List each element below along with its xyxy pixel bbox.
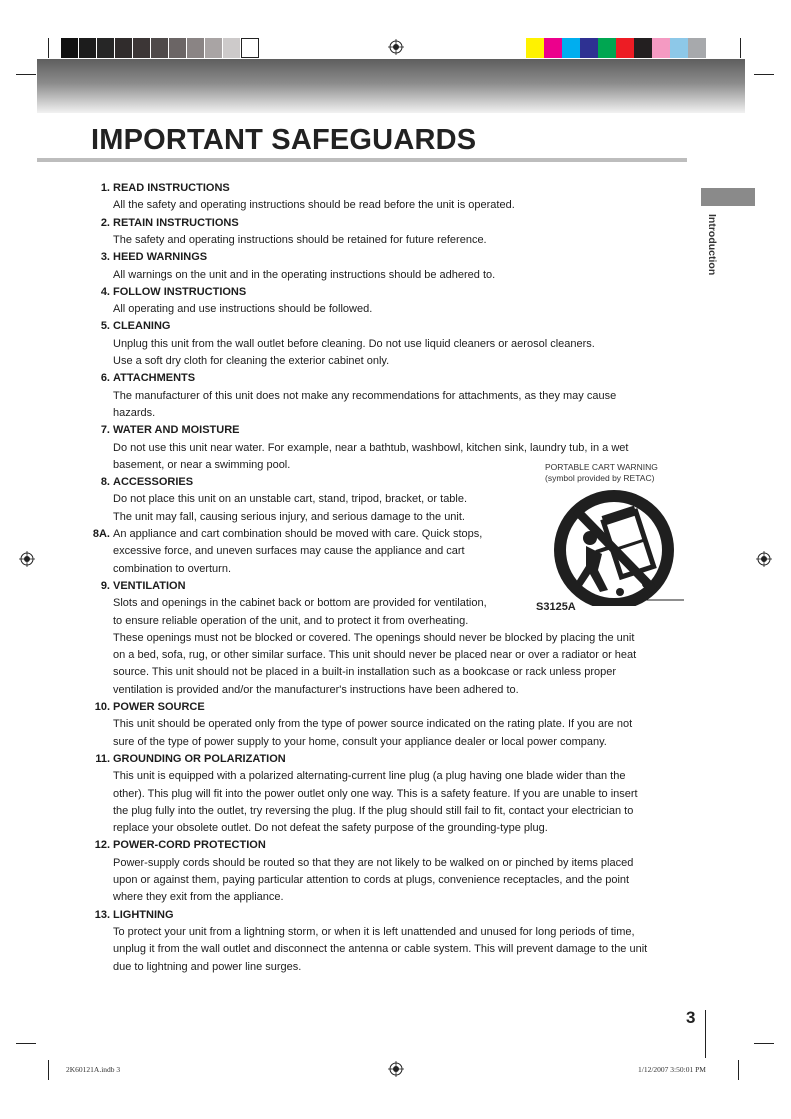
item-text-line: Slots and openings in the cabinet back or bottom are provided for ventilation, <box>113 597 487 610</box>
item-number: 3. <box>100 251 110 264</box>
crop-mark <box>48 38 49 58</box>
color-swatch <box>97 38 115 58</box>
color-swatch <box>652 38 670 58</box>
item-title: VENTILATION <box>113 579 186 592</box>
item-text-line: Unplug this unit from the wall outlet before cleaning. Do not use liquid cleaners or aerosol cleaners. <box>113 337 595 350</box>
crop-mark <box>740 38 741 58</box>
item-text-line: All the safety and operating instructions should be read before the unit is operated. <box>113 199 515 212</box>
color-swatch <box>598 38 616 58</box>
item-title: ATTACHMENTS <box>113 372 196 385</box>
page-number: 3 <box>686 1008 696 1027</box>
section-tab <box>701 188 755 206</box>
section-tab-label: Introduction <box>706 214 718 276</box>
color-swatch <box>616 38 634 58</box>
item-text-line: upon or against them, paying particular attention to cords at plugs, convenience receptacles, and the point <box>113 874 630 886</box>
item-number: 11. <box>95 752 110 765</box>
item-number: 1. <box>100 182 110 194</box>
item-number: 8. <box>100 476 110 489</box>
title-underline <box>37 158 687 162</box>
item-text-line: other). This plug will fit into the power outlet only one way. This is a safety feature. If you are unable to insert <box>113 787 638 800</box>
crop-mark <box>738 1060 739 1080</box>
item-number: 7. <box>100 424 110 437</box>
item-text-line: unplug it from the wall outlet and disconnect the antenna or cable system. This will prevent damage to the unit <box>113 943 648 956</box>
item-number: 10. <box>94 701 110 713</box>
color-swatch <box>151 38 169 58</box>
item-text-line: on a bed, sofa, rug, or other similar surface. This unit should never be placed near or over a radiator or heat <box>113 649 637 662</box>
item-number: 12. <box>94 839 110 852</box>
color-swatch <box>205 38 223 58</box>
item-title: ACCESSORIES <box>113 476 194 489</box>
item-text-line: An appliance and cart combination should be moved with care. Quick stops, <box>113 528 483 540</box>
item-number: 4. <box>100 285 110 298</box>
item-text-line: where they exit from the appliance. <box>113 891 284 904</box>
item-text-line: due to lightning and power line surges. <box>113 960 302 973</box>
item-number: 13. <box>94 908 110 921</box>
color-swatch <box>133 38 151 58</box>
item-number: 8A. <box>92 528 110 540</box>
item-title: RETAIN INSTRUCTIONS <box>113 216 239 229</box>
color-swatch <box>688 38 706 58</box>
item-text-line: Do not use this unit near water. For example, near a bathtub, washbowl, kitchen sink, laundry tub, in a wet <box>113 441 629 454</box>
item-text-line: To protect your unit from a lightning storm, or when it is left unattended and unused for long periods of time, <box>113 925 635 938</box>
item-text-line: replace your obsolete outlet. Do not defeat the safety purpose of the grounding-type plug. <box>113 822 548 835</box>
item-title: POWER SOURCE <box>113 701 205 713</box>
color-swatch <box>223 38 241 58</box>
color-swatch <box>670 38 688 58</box>
process-color-bar <box>526 38 706 58</box>
crop-mark <box>754 74 774 75</box>
item-text-line: hazards. <box>113 406 156 419</box>
item-text-line: These openings must not be blocked or covered. The openings should never be blocked by placing the unit <box>113 631 635 644</box>
item-title: WATER AND MOISTURE <box>113 424 240 437</box>
crop-mark <box>16 1043 36 1044</box>
color-swatch <box>187 38 205 58</box>
color-swatch <box>562 38 580 58</box>
color-swatch <box>61 38 79 58</box>
item-number: 6. <box>100 372 110 385</box>
registration-mark-left-icon <box>19 551 35 567</box>
item-text-line: Power-supply cords should be routed so that they are not likely to be walked on or pinched by items placed <box>113 856 634 869</box>
item-text-line: The unit may fall, causing serious injury, and serious damage to the unit. <box>113 510 465 523</box>
color-swatch <box>526 38 544 58</box>
item-text-line: The manufacturer of this unit does not make any recommendations for attachments, as they may cause <box>113 389 617 402</box>
item-number: 2. <box>100 216 110 229</box>
cart-warning-caption-line2: (symbol provided by RETAC) <box>545 473 655 483</box>
item-text-line: the plug fully into the outlet, try reversing the plug. If the plug should still fail to fit, contact your electrician to <box>113 804 634 817</box>
item-text-line: Use a soft dry cloth for cleaning the exterior cabinet only. <box>113 355 390 367</box>
item-text-line: excessive force, and uneven surfaces may cause the appliance and cart <box>113 545 465 558</box>
item-title: LIGHTNING <box>113 908 174 921</box>
footer-file-info: 2K60121A.indb 3 <box>66 1065 121 1074</box>
color-swatch <box>544 38 562 58</box>
item-text-line: Do not place this unit on an unstable cart, stand, tripod, bracket, or table. <box>113 493 468 506</box>
item-title: POWER-CORD PROTECTION <box>113 839 266 852</box>
item-text-line: source. This unit should not be placed in a built-in installation such as a bookcase or rack unless proper <box>113 666 617 679</box>
cart-warning-caption-line1: PORTABLE CART WARNING <box>545 462 658 472</box>
color-swatch <box>115 38 133 58</box>
item-text-line: basement, or near a swimming pool. <box>113 458 291 471</box>
crop-mark <box>754 1043 774 1044</box>
registration-mark-top-icon <box>388 39 404 55</box>
page-title: IMPORTANT SAFEGUARDS <box>91 124 477 156</box>
item-text-line: All operating and use instructions should be followed. <box>113 303 373 316</box>
item-title: HEED WARNINGS <box>113 251 208 264</box>
item-text-line: to ensure reliable operation of the unit, and to protect it from overheating. <box>113 614 469 627</box>
item-text-line: The safety and operating instructions should be retained for future reference. <box>113 233 487 246</box>
page-number-rule <box>705 1010 706 1058</box>
item-number: 9. <box>100 579 110 592</box>
color-swatch <box>580 38 598 58</box>
footer-timestamp: 1/12/2007 3:50:01 PM <box>638 1065 706 1074</box>
color-swatch <box>169 38 187 58</box>
item-title: READ INSTRUCTIONS <box>113 182 230 194</box>
gray-color-bar <box>61 38 259 58</box>
registration-mark-right-icon <box>756 551 772 567</box>
cart-warning-caption <box>545 462 658 484</box>
item-text-line: ventilation is provided and/or the manufacturer's instructions have been adhered to. <box>113 683 519 696</box>
item-title: CLEANING <box>113 320 171 333</box>
item-text-line: This unit is equipped with a polarized alternating-current line plug (a plug having one blade wider than the <box>113 770 626 783</box>
color-swatch <box>241 38 259 58</box>
crop-mark <box>48 1060 49 1080</box>
portable-cart-warning-icon <box>546 486 686 606</box>
cart-warning-code: S3125A <box>536 601 576 613</box>
item-text-line: All warnings on the unit and in the operating instructions should be adhered to. <box>113 268 496 281</box>
registration-mark-bottom-icon <box>388 1061 404 1077</box>
color-swatch <box>634 38 652 58</box>
item-title: GROUNDING OR POLARIZATION <box>113 752 286 765</box>
crop-mark <box>16 74 36 75</box>
item-number: 5. <box>100 320 110 333</box>
item-text-line: sure of the type of power supply to your home, consult your appliance dealer or local power company. <box>113 735 607 748</box>
item-title: FOLLOW INSTRUCTIONS <box>113 285 247 298</box>
color-swatch <box>79 38 97 58</box>
header-band <box>37 59 745 113</box>
item-text-line: This unit should be operated only from the type of power source indicated on the rating plate. If you are not <box>113 718 633 731</box>
item-text-line: combination to overturn. <box>113 562 232 575</box>
